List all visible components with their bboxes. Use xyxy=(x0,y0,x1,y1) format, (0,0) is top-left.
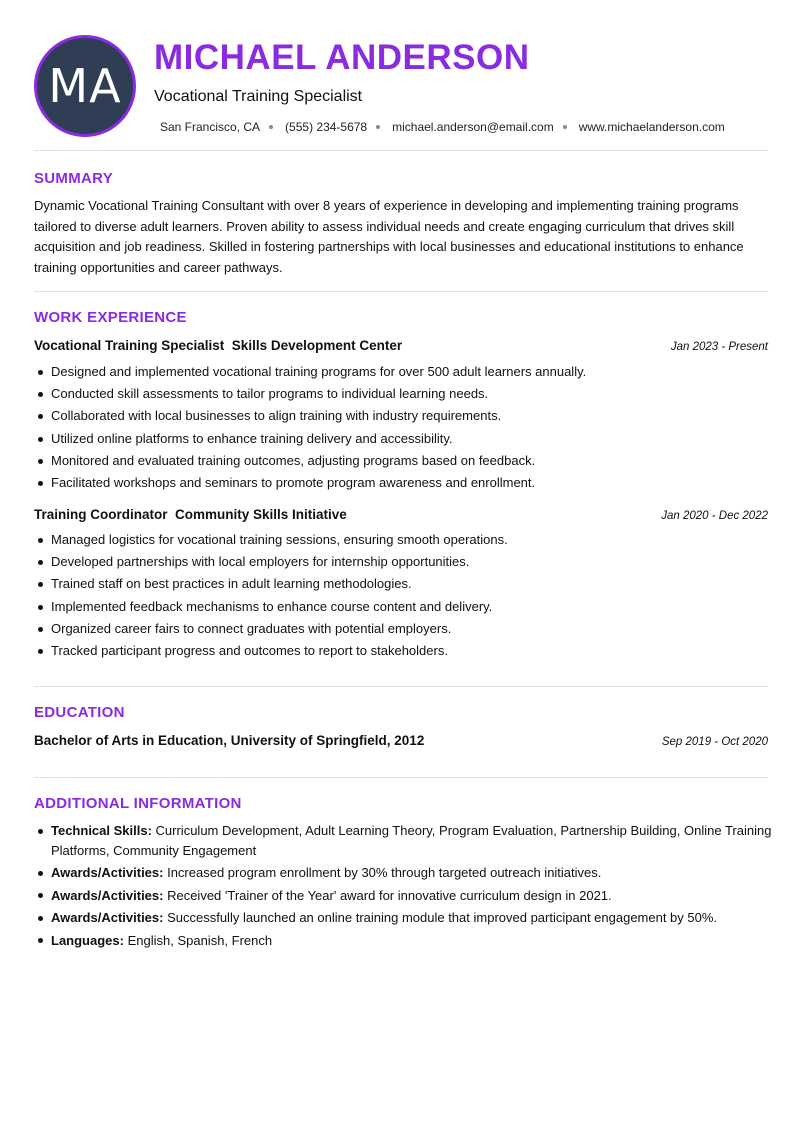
candidate-title: Vocational Training Specialist xyxy=(154,88,363,105)
list-item xyxy=(34,863,774,883)
list-item xyxy=(34,931,774,951)
list-item: Trained staff on best practices in adult learning methodologies. xyxy=(34,574,774,596)
additional-heading: ADDITIONAL INFORMATION xyxy=(34,795,242,812)
education-date: Sep 2019 - Oct 2020 xyxy=(661,736,768,748)
contact-email[interactable]: michael.anderson@email.com xyxy=(392,120,554,134)
summary-text: Dynamic Vocational Training Consultant with over 8 years of experience in developing and implementing training programs tailored to diverse adult learners. Proven ability to assess individual needs and create engaging curriculum that drives skill acquisition and job readiness. Skilled in fostering partnerships with local businesses and educational institutions to enhance training opportunities and career pathways. xyxy=(34,198,744,275)
list-item: Utilized online platforms to enhance training delivery and accessibility. xyxy=(34,429,774,451)
job-bullets xyxy=(34,362,774,495)
job-bullets xyxy=(34,530,774,663)
item-label: Technical Skills: xyxy=(51,823,152,838)
summary-heading: SUMMARY xyxy=(34,170,114,187)
divider xyxy=(34,150,768,151)
education-entry xyxy=(34,733,768,748)
item-label: Awards/Activities: xyxy=(51,887,164,903)
list-item: Managed logistics for vocational training sessions, ensuring smooth operations. xyxy=(34,530,774,552)
avatar-initials: MA xyxy=(48,59,122,113)
job-title: Training Coordinator Community Skills Initiative xyxy=(34,507,347,522)
divider xyxy=(34,291,768,292)
experience-heading: WORK EXPERIENCE xyxy=(34,309,187,326)
contact-bar xyxy=(160,120,725,134)
separator-dot-icon xyxy=(563,125,567,129)
list-item: Developed partnerships with local employers for internship opportunities. xyxy=(34,552,774,574)
separator-dot-icon xyxy=(269,125,273,129)
item-text: Curriculum Development, Adult Learning Theory, Program Evaluation, Partnership Building, Online Training Platforms, Community Engagement xyxy=(51,823,772,858)
divider xyxy=(34,686,768,687)
item-label: Languages: xyxy=(51,932,124,948)
list-item: Tracked participant progress and outcomes to report to stakeholders. xyxy=(34,641,774,663)
candidate-name: MICHAEL ANDERSON xyxy=(154,38,530,77)
list-item xyxy=(34,821,774,860)
contact-website[interactable]: www.michaelanderson.com xyxy=(578,120,725,134)
list-item: Organized career fairs to connect graduates with potential employers. xyxy=(34,619,774,641)
list-item: Facilitated workshops and seminars to promote program awareness and enrollment. xyxy=(34,473,774,495)
job-title: Vocational Training Specialist Skills Development Center xyxy=(34,338,403,353)
item-text: Increased program enrollment by 30% through targeted outreach initiatives. xyxy=(163,865,602,880)
education-heading: EDUCATION xyxy=(34,704,125,721)
item-text: Received 'Trainer of the Year' award for innovative curriculum design in 2021. xyxy=(163,887,612,903)
job-header xyxy=(34,507,768,522)
list-item: Conducted skill assessments to tailor programs to individual learning needs. xyxy=(34,384,774,406)
degree: Bachelor of Arts in Education, University of Springfield, 2012 xyxy=(34,733,425,748)
list-item: Monitored and evaluated training outcomes, adjusting programs based on feedback. xyxy=(34,451,774,473)
item-label: Awards/Activities: xyxy=(51,910,164,925)
list-item: Designed and implemented vocational training programs for over 500 adult learners annually. xyxy=(34,362,774,384)
avatar xyxy=(34,35,136,137)
contact-phone: (555) 234-5678 xyxy=(285,120,368,134)
list-item xyxy=(34,886,774,906)
job-date: Jan 2023 - Present xyxy=(670,341,768,353)
separator-dot-icon xyxy=(376,125,380,129)
list-item: Collaborated with local businesses to align training with industry requirements. xyxy=(34,406,774,428)
job-date: Jan 2020 - Dec 2022 xyxy=(661,510,768,522)
list-item xyxy=(34,908,774,928)
divider xyxy=(34,777,768,778)
item-label: Awards/Activities: xyxy=(51,865,164,880)
item-text: Successfully launched an online training module that improved participant engagement by 50%. xyxy=(163,910,718,925)
contact-location: San Francisco, CA xyxy=(160,120,261,134)
job-header xyxy=(34,338,768,353)
item-text: English, Spanish, French xyxy=(123,932,273,948)
additional-list xyxy=(34,821,774,953)
list-item: Implemented feedback mechanisms to enhance course content and delivery. xyxy=(34,597,774,619)
